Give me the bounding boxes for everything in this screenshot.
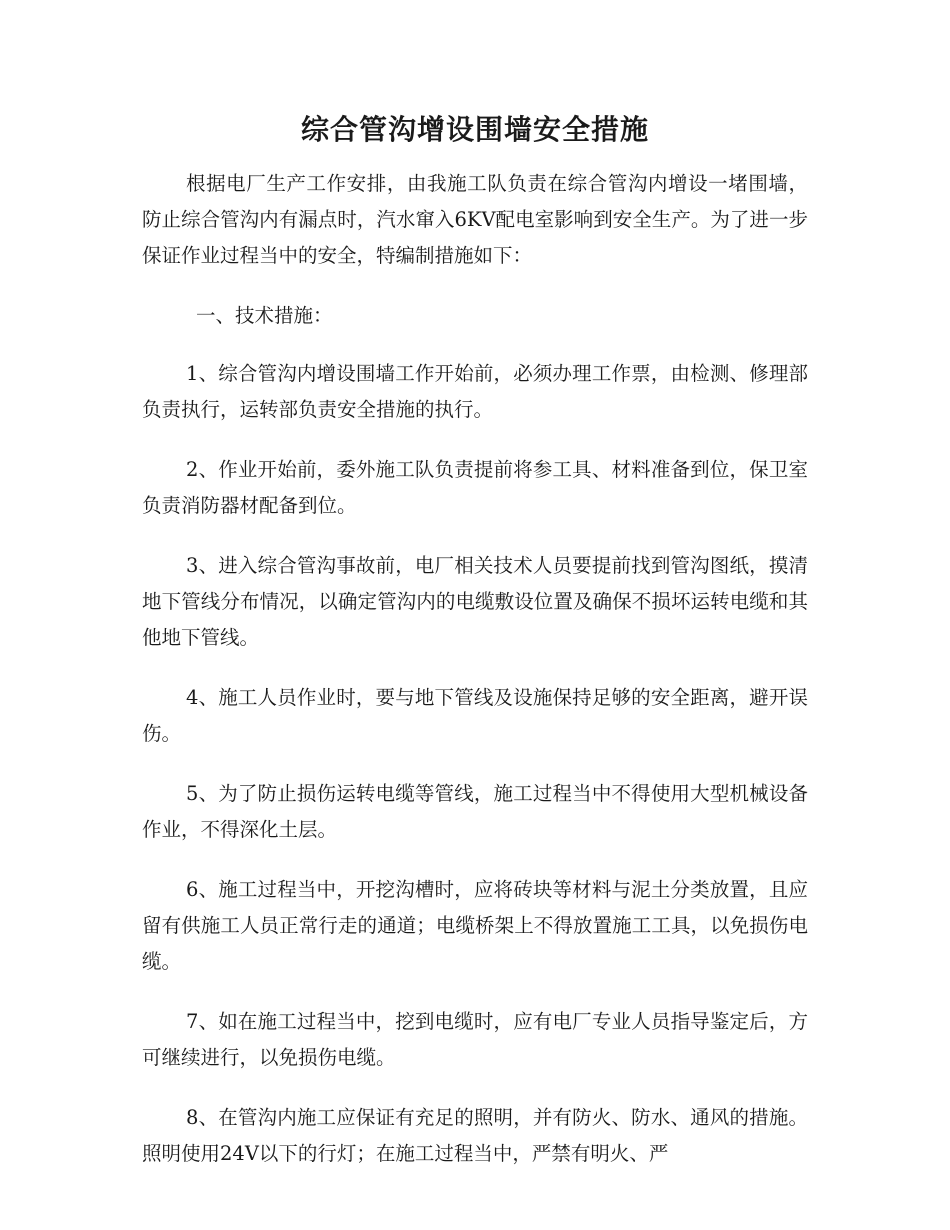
measure-item-6: 6、施工过程当中，开挖沟槽时，应将砖块等材料与泥土分类放置，且应留有供施工人员正常行走的通道；电缆桥架上不得放置施工工具，以免损伤电缆。 [142, 878, 808, 973]
document-title: 综合管沟增设围墙安全措施 [300, 113, 649, 146]
measure-item-4: 4、施工人员作业时，要与地下管线及设施保持足够的安全距离，避开误伤。 [142, 686, 808, 745]
section-heading-technical-measures: 一、技术措施： [196, 304, 333, 327]
measure-item-3: 3、进入综合管沟事故前，电厂相关技术人员要提前找到管沟图纸，摸清地下管线分布情况，以确定管沟内的电缆敷设位置及确保不损坏运转电缆和其他地下管线。 [142, 554, 808, 649]
intro-paragraph: 根据电厂生产工作安排，由我施工队负责在综合管沟内增设一堵围墙，防止综合管沟内有漏点时，汽水窜入6KV配电室影响到安全生产。为了进一步保证作业过程当中的安全，特编制措施如下： [142, 172, 808, 267]
measure-item-5: 5、为了防止损伤运转电缆等管线，施工过程当中不得使用大型机械设备作业，不得深化土层。 [142, 782, 808, 841]
measure-item-2: 2、作业开始前，委外施工队负责提前将参工具、材料准备到位，保卫室负责消防器材配备到位。 [142, 458, 808, 517]
measure-item-1: 1、综合管沟内增设围墙工作开始前，必须办理工作票，由检测、修理部负责执行，运转部负责安全措施的执行。 [142, 362, 808, 421]
measure-item-8: 8、在管沟内施工应保证有充足的照明，并有防火、防水、通风的措施。照明使用24V以下的行灯；在施工过程当中，严禁有明火、严 [142, 1106, 808, 1165]
measure-item-7: 7、如在施工过程当中，挖到电缆时，应有电厂专业人员指导鉴定后，方可继续进行，以免损伤电缆。 [142, 1010, 808, 1069]
